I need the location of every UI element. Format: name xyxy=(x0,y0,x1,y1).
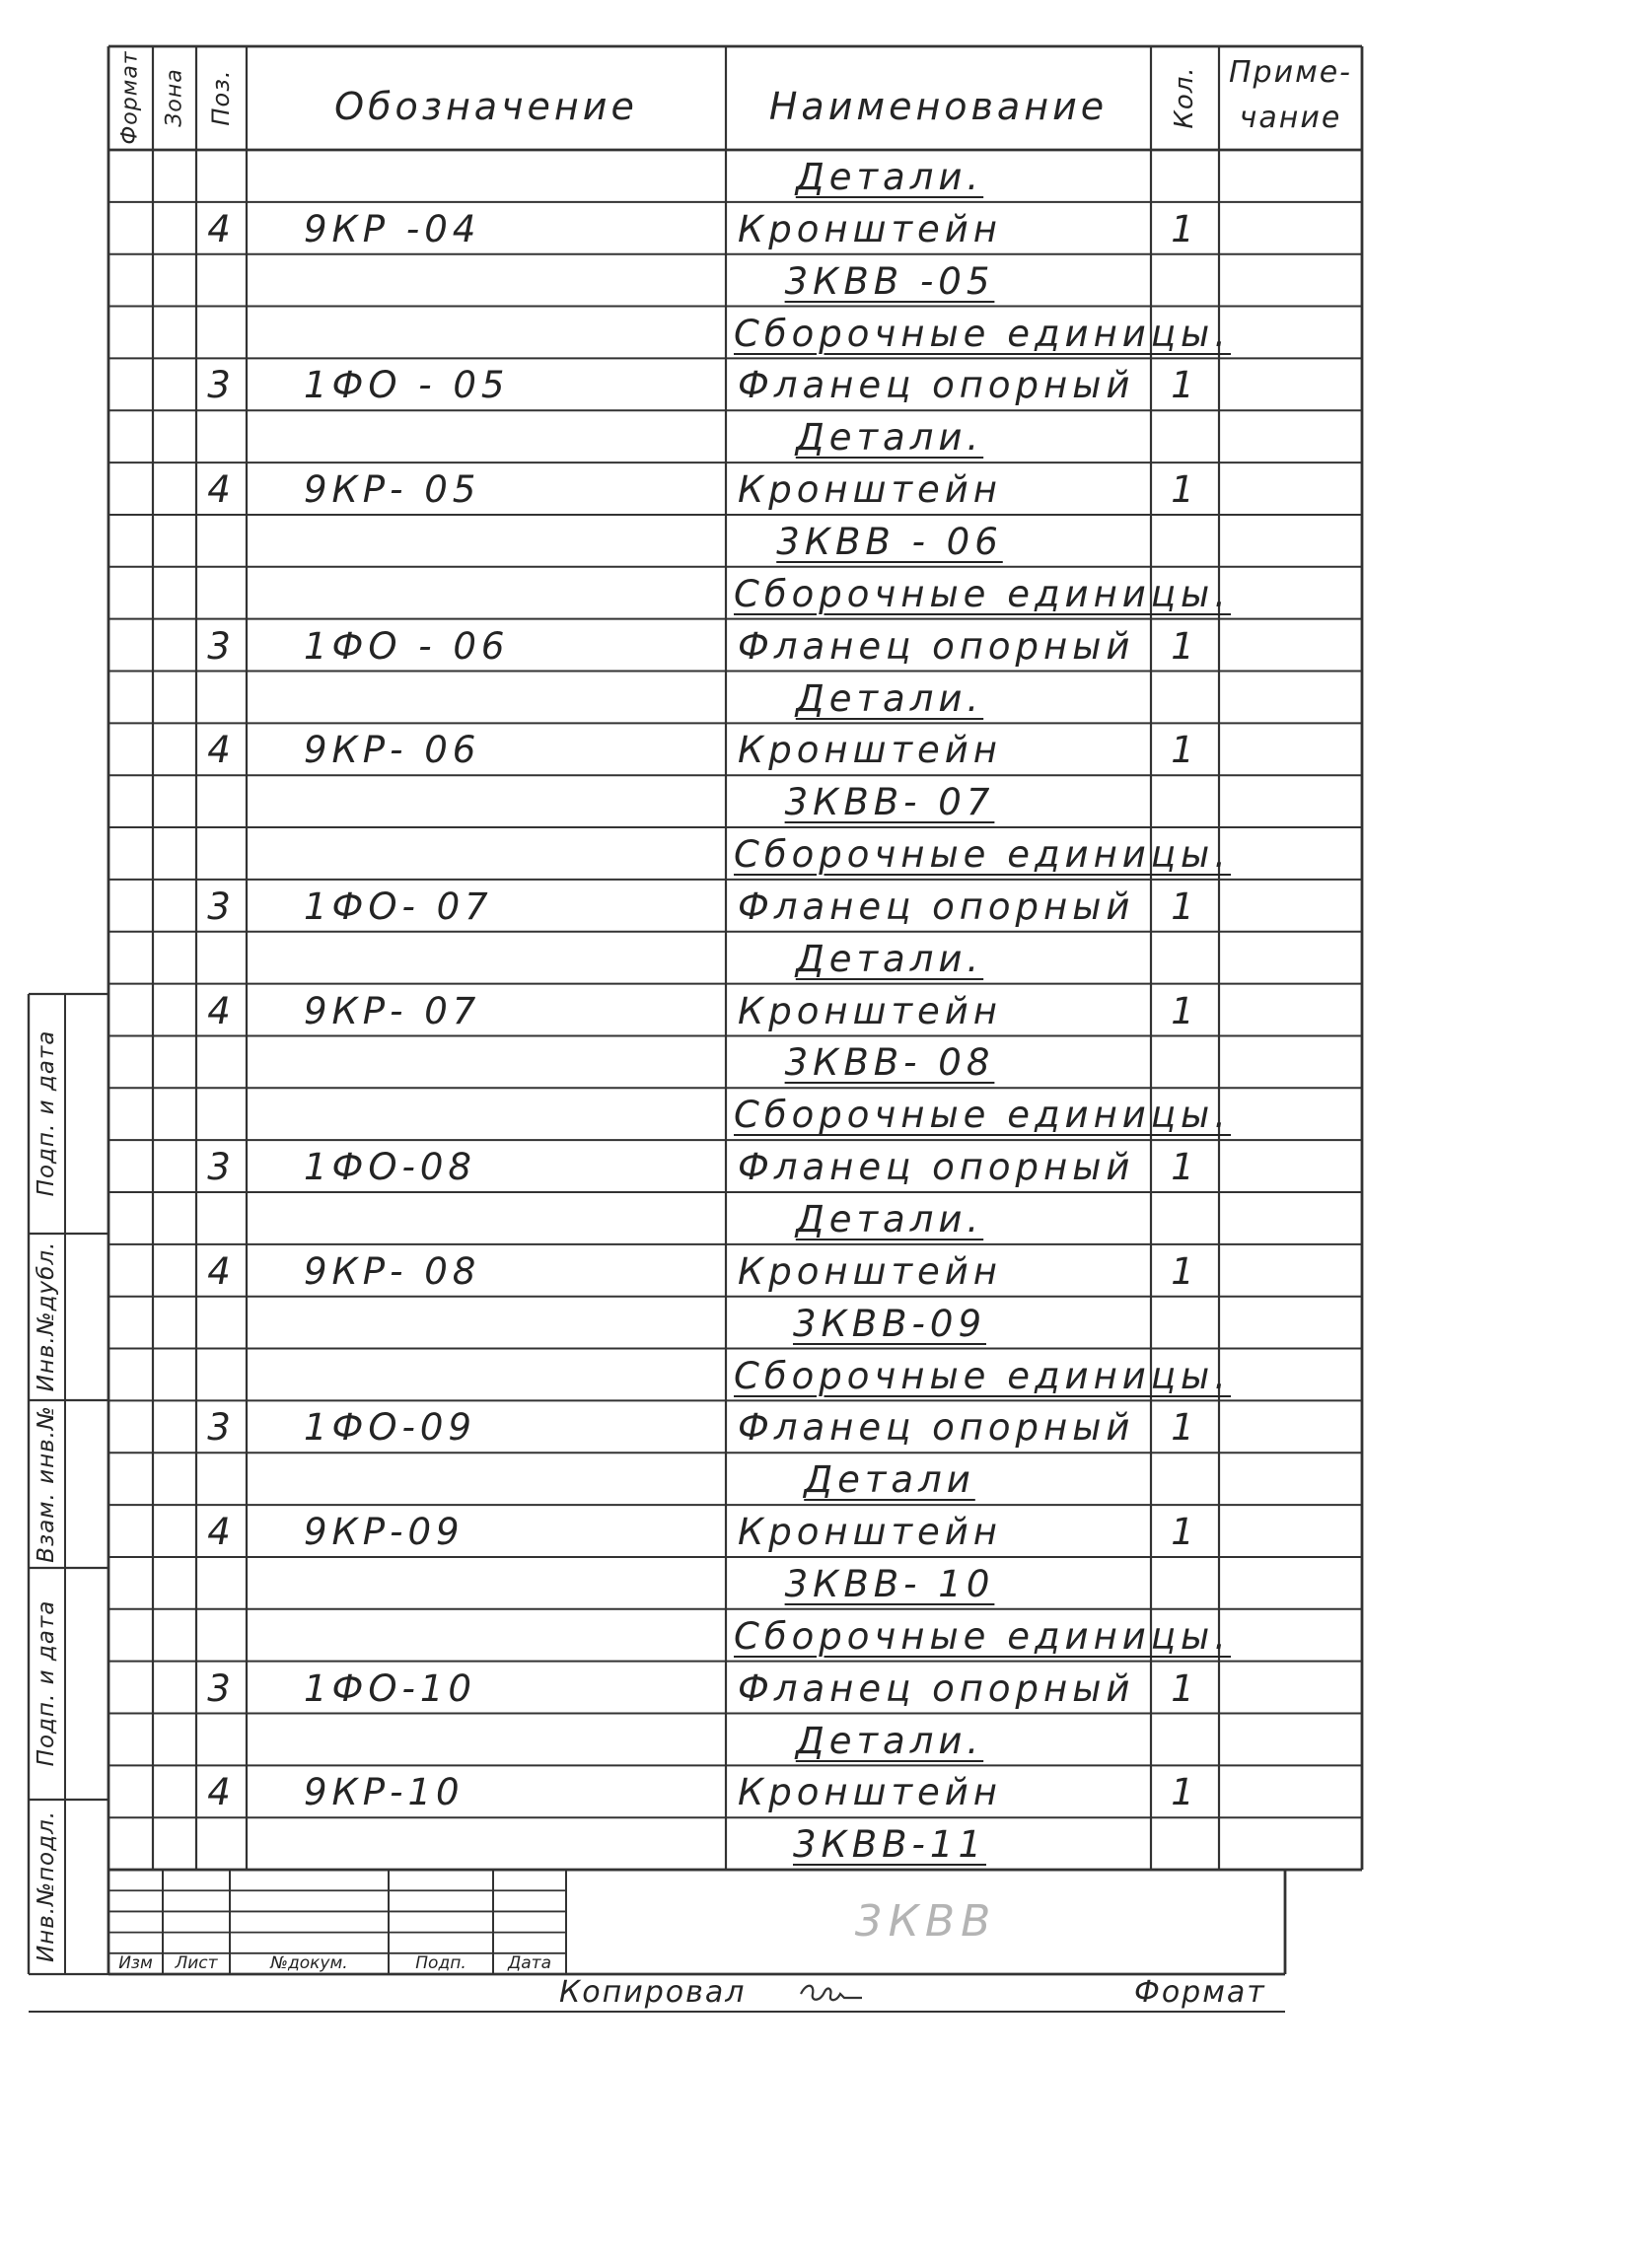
quantity: 1 xyxy=(1171,364,1199,407)
position-number: 4 xyxy=(207,207,236,250)
header-note-line2: чание xyxy=(1239,101,1342,135)
item-name: Кронштейн xyxy=(738,1249,1002,1293)
table-row xyxy=(0,672,1649,724)
name-heading: Детали. xyxy=(795,937,984,980)
quantity: 1 xyxy=(1171,989,1199,1032)
copied-by-label: Копировал xyxy=(559,1975,747,2010)
name-heading: 3КВВ- 07 xyxy=(784,781,995,824)
item-name: Фланец опорный xyxy=(738,885,1135,928)
table-row xyxy=(0,1244,1649,1297)
position-number: 4 xyxy=(207,1511,236,1554)
position-number: 4 xyxy=(207,1249,236,1293)
position-number: 4 xyxy=(207,989,236,1032)
designation: 9КР- 05 xyxy=(304,468,481,512)
table-row xyxy=(0,619,1649,672)
item-name: Кронштейн xyxy=(738,989,1002,1032)
table-row xyxy=(0,1453,1649,1505)
table-row xyxy=(0,307,1649,359)
table-row xyxy=(0,1192,1649,1244)
quantity: 1 xyxy=(1171,468,1199,512)
table-row xyxy=(0,1714,1649,1766)
table-row xyxy=(0,1400,1649,1453)
item-name: Фланец опорный xyxy=(738,1666,1135,1710)
position-number: 4 xyxy=(207,729,236,772)
designation: 1ФО-10 xyxy=(304,1666,476,1710)
item-name: Кронштейн xyxy=(738,1771,1002,1814)
table-row xyxy=(0,410,1649,462)
title-block-label-date: Дата xyxy=(507,1953,552,1973)
format-label: Формат xyxy=(1134,1975,1266,2010)
designation: 9КР- 06 xyxy=(304,729,481,772)
quantity: 1 xyxy=(1171,1406,1199,1450)
table-row xyxy=(0,1505,1649,1557)
table-row xyxy=(0,775,1649,827)
table-row xyxy=(0,1088,1649,1140)
designation: 9КР- 07 xyxy=(304,989,481,1032)
side-stamp-sign-date-bottom: Подп. и дата xyxy=(34,1599,59,1767)
table-row xyxy=(0,880,1649,932)
table-row xyxy=(0,984,1649,1036)
position-number: 4 xyxy=(207,1771,236,1814)
item-name: Фланец опорный xyxy=(738,1406,1135,1450)
side-stamp-replacement-inv: Взам. инв.№ xyxy=(34,1405,59,1563)
document-code: 3КВВ xyxy=(854,1896,997,1947)
table-row xyxy=(0,827,1649,880)
position-number: 3 xyxy=(207,1146,236,1189)
table-row xyxy=(0,932,1649,984)
name-heading: Детали. xyxy=(795,676,984,720)
header-name: Наименование xyxy=(768,85,1109,128)
name-heading: 3КВВ- 10 xyxy=(784,1562,995,1605)
designation: 9КР-09 xyxy=(304,1511,465,1554)
item-name: Кронштейн xyxy=(738,1511,1002,1554)
quantity: 1 xyxy=(1171,729,1199,772)
item-name: Фланец опорный xyxy=(738,364,1135,407)
table-row xyxy=(0,1557,1649,1609)
side-stamp-original-inv: Инв.№подл. xyxy=(34,1809,59,1963)
side-stamp-sign-date-top: Подп. и дата xyxy=(34,1029,59,1197)
header-designation: Обозначение xyxy=(334,85,638,128)
designation: 9КР-10 xyxy=(304,1771,465,1814)
position-number: 3 xyxy=(207,1666,236,1710)
name-heading: Детали. xyxy=(795,416,984,460)
position-number: 4 xyxy=(207,468,236,512)
table-row xyxy=(0,202,1649,254)
name-heading: Сборочные единицы. xyxy=(734,1354,1231,1397)
position-number: 3 xyxy=(207,624,236,668)
name-heading: Сборочные единицы. xyxy=(734,1094,1231,1137)
name-heading: Детали. xyxy=(795,1198,984,1240)
name-heading: 3КВВ -05 xyxy=(784,259,995,303)
signature-stroke xyxy=(801,1986,862,2001)
name-heading: Сборочные единицы. xyxy=(734,1614,1231,1658)
header-note-line1: Приме- xyxy=(1228,55,1352,90)
table-row xyxy=(0,358,1649,410)
quantity: 1 xyxy=(1171,624,1199,668)
title-block-label-change: Изм xyxy=(118,1953,153,1973)
name-heading: 3КВВ-11 xyxy=(792,1823,986,1867)
name-heading: Сборочные единицы. xyxy=(734,312,1231,355)
quantity: 1 xyxy=(1171,1511,1199,1554)
quantity: 1 xyxy=(1171,207,1199,250)
table-row xyxy=(0,1297,1649,1349)
table-row xyxy=(0,1349,1649,1401)
table-row xyxy=(0,1140,1649,1192)
table-row xyxy=(0,1035,1649,1088)
name-heading: 3КВВ- 08 xyxy=(784,1041,995,1085)
name-heading: Детали. xyxy=(795,1719,984,1762)
name-heading: Детали xyxy=(804,1458,975,1502)
designation: 1ФО-08 xyxy=(304,1146,476,1189)
designation: 1ФО- 07 xyxy=(304,885,493,928)
table-row xyxy=(0,1765,1649,1817)
designation: 9КР- 08 xyxy=(304,1249,481,1293)
quantity: 1 xyxy=(1171,1771,1199,1814)
name-heading: 3КВВ-09 xyxy=(792,1302,986,1345)
name-heading: 3КВВ - 06 xyxy=(776,520,1003,563)
table-row xyxy=(0,150,1649,202)
header-quantity: Кол. xyxy=(1170,66,1199,129)
name-heading: Сборочные единицы. xyxy=(734,572,1231,615)
name-heading: Детали. xyxy=(795,156,984,198)
table-row xyxy=(0,1817,1649,1870)
header-position: Поз. xyxy=(207,69,235,126)
header-zone: Зона xyxy=(162,68,187,127)
quantity: 1 xyxy=(1171,1666,1199,1710)
designation: 1ФО - 06 xyxy=(304,624,510,668)
quantity: 1 xyxy=(1171,885,1199,928)
header-format: Формат xyxy=(117,50,143,145)
position-number: 3 xyxy=(207,364,236,407)
item-name: Кронштейн xyxy=(738,207,1002,250)
table-row xyxy=(0,462,1649,515)
designation: 9КР -04 xyxy=(304,207,481,250)
title-block-label-sheet: Лист xyxy=(175,1953,218,1973)
table-row xyxy=(0,1662,1649,1714)
table-row xyxy=(0,1609,1649,1662)
copied-by-signature xyxy=(797,1972,866,2012)
item-name: Кронштейн xyxy=(738,468,1002,512)
item-name: Кронштейн xyxy=(738,729,1002,772)
table-row xyxy=(0,515,1649,567)
designation: 1ФО - 05 xyxy=(304,364,510,407)
position-number: 3 xyxy=(207,1406,236,1450)
table-row xyxy=(0,567,1649,619)
table-row xyxy=(0,723,1649,775)
quantity: 1 xyxy=(1171,1146,1199,1189)
designation: 1ФО-09 xyxy=(304,1406,476,1450)
position-number: 3 xyxy=(207,885,236,928)
side-stamp-duplicate-inv: Инв.№дубл. xyxy=(34,1240,59,1392)
title-block-label-doc-number: №докум. xyxy=(270,1953,348,1973)
table-row xyxy=(0,254,1649,307)
quantity: 1 xyxy=(1171,1249,1199,1293)
title-block-label-signature: Подп. xyxy=(415,1953,466,1973)
name-heading: Сборочные единицы. xyxy=(734,833,1231,877)
item-name: Фланец опорный xyxy=(738,1146,1135,1189)
item-name: Фланец опорный xyxy=(738,624,1135,668)
